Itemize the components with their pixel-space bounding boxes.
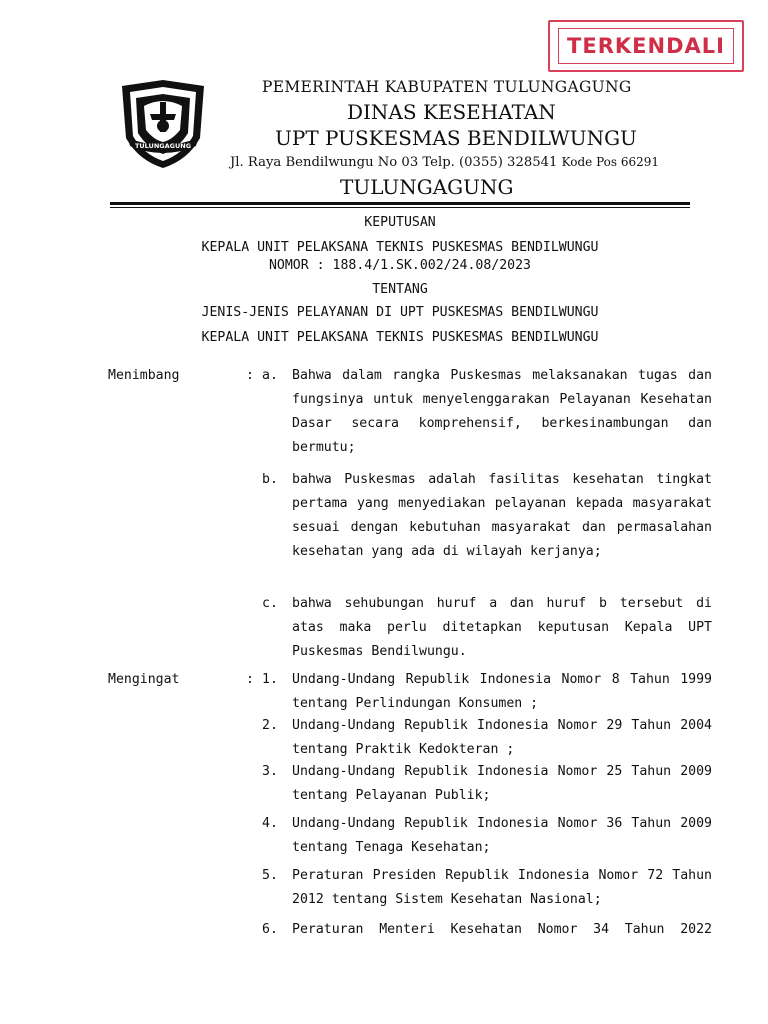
government-name: PEMERINTAH KABUPATEN TULUNGAGUNG	[262, 78, 632, 96]
letterhead-divider-thin	[110, 207, 690, 208]
mengingat-item-marker: 4.	[262, 816, 278, 831]
decree-issuer: KEPALA UNIT PELAKSANA TEKNIS PUSKESMAS BENDILWUNGU	[201, 240, 599, 255]
mengingat-item-text: Undang-Undang Republik Indonesia Nomor 8 Tahun 1999 tentang Perlindungan Konsumen ;	[292, 672, 712, 711]
menimbang-colon: :	[246, 368, 254, 383]
menimbang-item-text: Bahwa dalam rangka Puskesmas melaksanakan tugas dan fungsinya untuk menyelenggarakan Pelayanan Kesehatan Dasar secara komprehensif, berkesinambungan dan bermutu;	[292, 368, 712, 455]
mengingat-item-marker: 5.	[262, 868, 278, 883]
mengingat-item-marker: 6.	[262, 922, 278, 937]
agency-name: DINAS KESEHATAN	[347, 100, 556, 124]
emblem-motto: TULUNGAGUNG	[134, 142, 192, 150]
menimbang-item-marker: c.	[262, 596, 278, 611]
decree-issuer-repeat: KEPALA UNIT PELAKSANA TEKNIS PUSKESMAS BENDILWUNGU	[201, 330, 599, 345]
controlled-stamp	[548, 20, 744, 72]
mengingat-item-marker: 3.	[262, 764, 278, 779]
decree-number: NOMOR : 188.4/1.SK.002/24.08/2023	[268, 258, 531, 273]
menimbang-item-marker: a.	[262, 368, 278, 383]
office-address	[230, 155, 659, 170]
mengingat-item-text: Undang-Undang Republik Indonesia Nomor 25 Tahun 2009 tentang Pelayanan Publik;	[292, 764, 712, 803]
address-text: Jl. Raya Bendilwungu No 03 Telp. (0355) 328541	[230, 155, 558, 170]
decree-heading: KEPUTUSAN	[364, 215, 436, 230]
mengingat-colon: :	[246, 672, 254, 687]
mengingat-item-text: Undang-Undang Republik Indonesia Nomor 29 Tahun 2004 tentang Praktik Kedokteran ;	[292, 718, 712, 757]
letterhead-divider-thick	[110, 202, 690, 205]
mengingat-item-text: Peraturan Menteri Kesehatan Nomor 34 Tahun 2022	[292, 922, 712, 937]
menimbang-item-text: bahwa Puskesmas adalah fasilitas kesehatan tingkat pertama yang menyediakan pelayanan kepada masyarakat sesuai dengan kebutuhan masyarakat dan permasalahan kesehatan yang ada di wilayah kerjanya;	[292, 472, 712, 559]
office-name: UPT PUSKESMAS BENDILWUNGU	[275, 126, 637, 150]
menimbang-item-text: bahwa sehubungan huruf a dan huruf b tersebut di atas maka perlu ditetapkan keputusan Kepala UPT Puskesmas Bendilwungu.	[292, 596, 712, 659]
postcode-text: Kode Pos 66291	[561, 155, 660, 169]
mengingat-item-marker: 2.	[262, 718, 278, 733]
mengingat-item-text: Peraturan Presiden Republik Indonesia Nomor 72 Tahun 2012 tentang Sistem Kesehatan Nasional;	[292, 868, 712, 907]
menimbang-label: Menimbang	[108, 368, 180, 383]
mengingat-item-text: Undang-Undang Republik Indonesia Nomor 36 Tahun 2009 tentang Tenaga Kesehatan;	[292, 816, 712, 855]
mengingat-item-marker: 1.	[262, 672, 278, 687]
regency-emblem-logo	[116, 78, 210, 170]
mengingat-label: Mengingat	[108, 672, 180, 687]
stamp-text: TERKENDALI	[558, 28, 734, 64]
decree-about-label: TENTANG	[372, 282, 428, 297]
decree-subject: JENIS-JENIS PELAYANAN DI UPT PUSKESMAS BENDILWUNGU	[201, 305, 599, 320]
menimbang-item-marker: b.	[262, 472, 278, 487]
city-name: TULUNGAGUNG	[340, 175, 514, 199]
emblem-icon	[116, 78, 210, 170]
